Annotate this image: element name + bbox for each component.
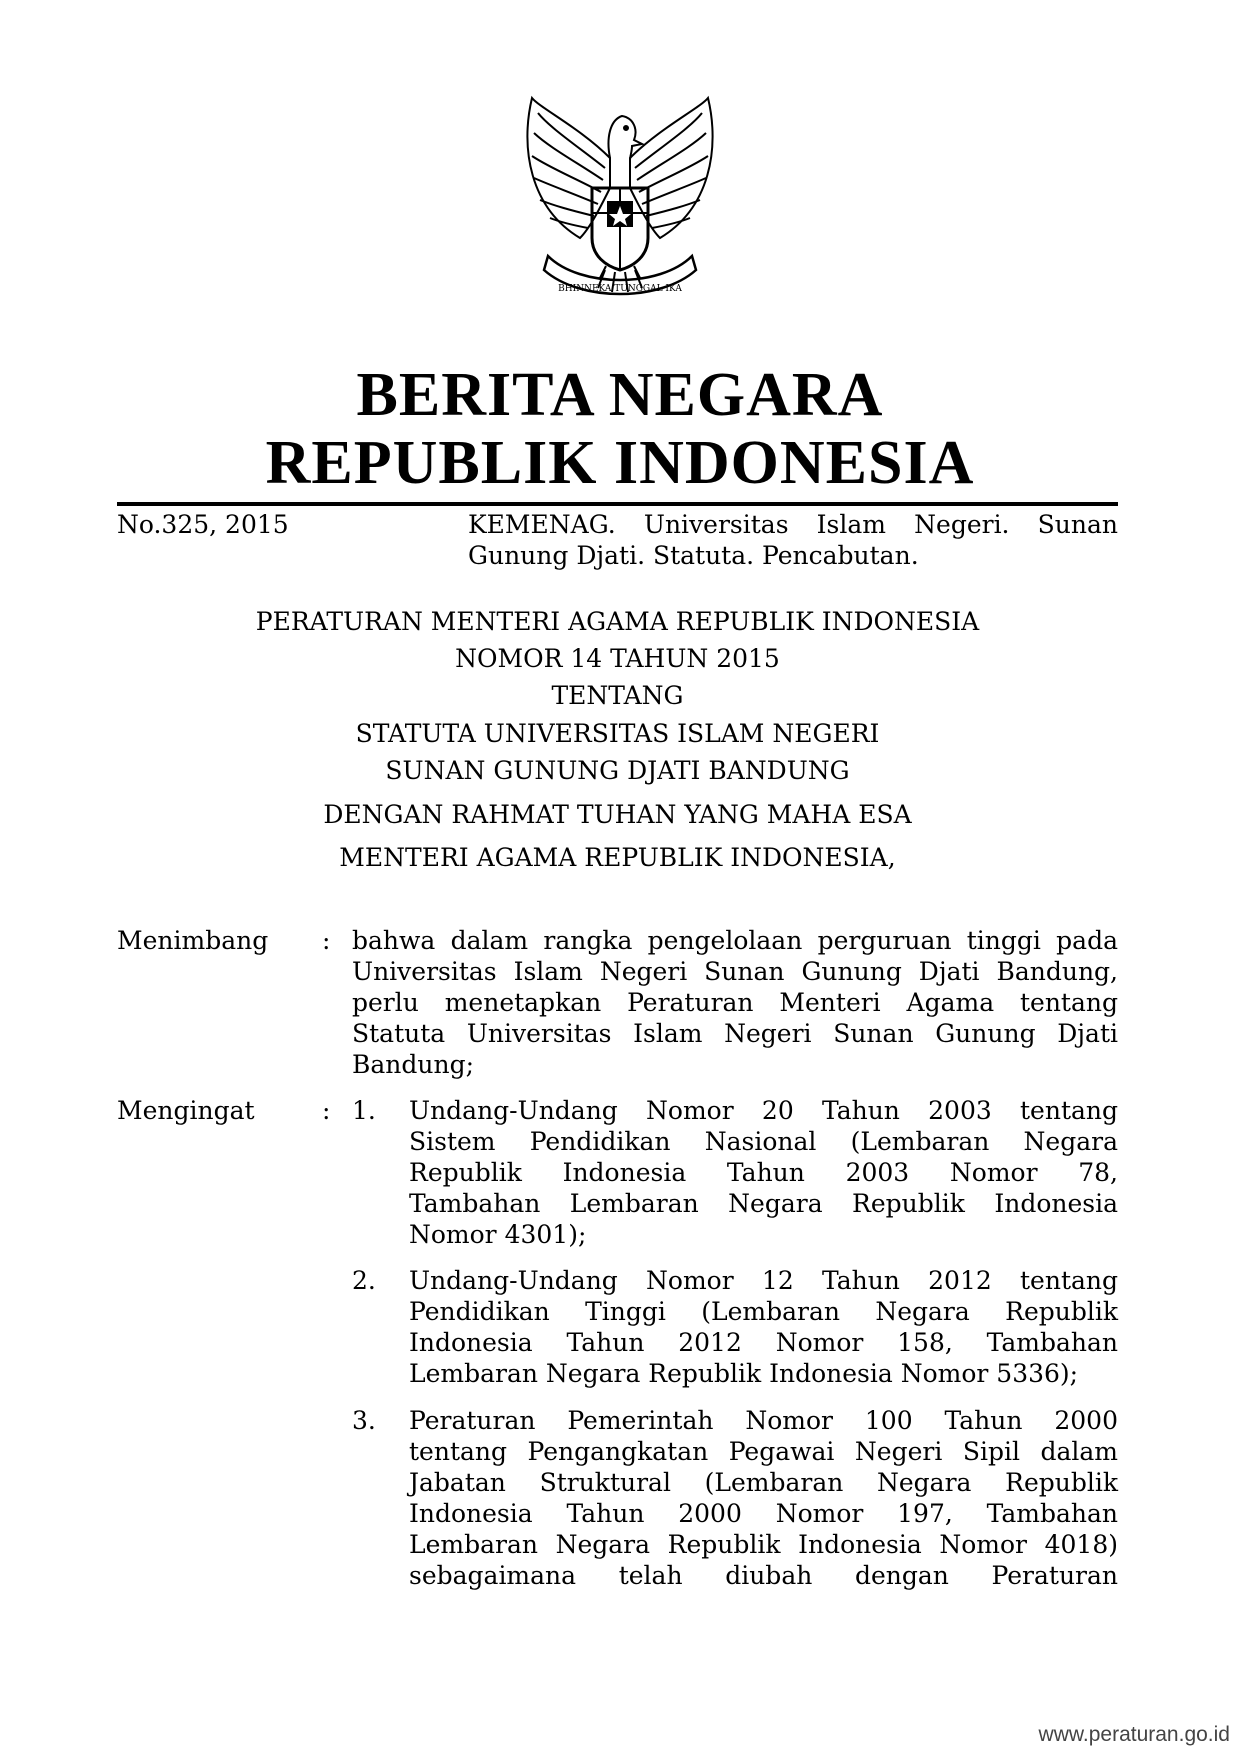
gazette-title-line2: REPUBLIK INDONESIA: [265, 429, 975, 497]
item-text: [409, 1265, 1118, 1389]
item-line: sebagaimana telah diubah dengan Peraturan: [409, 1561, 1118, 1590]
gazette-subject-line: KEMENAG. Universitas Islam Negeri. Sunan: [468, 510, 1118, 539]
menimbang-line: perlu menetapkan Peraturan Menteri Agama tentang: [352, 988, 1118, 1017]
item-number: 2.: [352, 1266, 376, 1295]
item-line: Pendidikan Tinggi (Lembaran Negara Republik: [409, 1297, 1118, 1326]
item-line: Nomor 4301);: [409, 1220, 587, 1249]
item-text: [409, 1095, 1118, 1250]
menimbang-line: Statuta Universitas Islam Negeri Sunan Gunung Djati: [352, 1019, 1118, 1048]
regulation-title: PERATURAN MENTERI AGAMA REPUBLIK INDONESIA: [255, 607, 980, 636]
mengingat-section: [117, 1095, 1118, 1615]
item-line: Undang-Undang Nomor 20 Tahun 2003 tentang: [409, 1096, 1118, 1125]
regulation-tentang: TENTANG: [551, 681, 684, 710]
item-number: 3.: [352, 1406, 376, 1435]
title-rule: [117, 502, 1118, 506]
regulation-subject-line2: SUNAN GUNUNG DJATI BANDUNG: [385, 756, 850, 785]
item-line: Sistem Pendidikan Nasional (Lembaran Negara: [409, 1127, 1118, 1156]
item-line: Republik Indonesia Tahun 2003 Nomor 78,: [409, 1158, 1118, 1187]
item-line: Undang-Undang Nomor 12 Tahun 2012 tentang: [409, 1266, 1118, 1295]
item-line: tentang Pengangkatan Pegawai Negeri Sipil dalam: [409, 1437, 1118, 1466]
item-line: Peraturan Pemerintah Nomor 100 Tahun 2000: [409, 1406, 1118, 1435]
gazette-subject: [468, 509, 1118, 571]
emblem-motto: BHINNEKA TUNGGAL IKA: [558, 284, 682, 294]
regulation-preamble: DENGAN RAHMAT TUHAN YANG MAHA ESA: [323, 800, 912, 829]
gazette-number: No.325, 2015: [117, 510, 289, 539]
garuda-pancasila-emblem-icon: [510, 88, 730, 308]
website-link[interactable]: www.peraturan.go.id: [1038, 1723, 1230, 1746]
gazette-subject-line: Gunung Djati. Statuta. Pencabutan.: [468, 541, 919, 570]
item-line: Tambahan Lembaran Negara Republik Indonesia: [409, 1189, 1118, 1218]
item-line: Indonesia Tahun 2012 Nomor 158, Tambahan: [409, 1328, 1118, 1357]
item-line: Jabatan Struktural (Lembaran Negara Republik: [409, 1468, 1118, 1497]
gazette-title-line1: BERITA NEGARA: [356, 361, 884, 429]
menimbang-colon: :: [322, 926, 331, 955]
item-line: Indonesia Tahun 2000 Nomor 197, Tambahan: [409, 1499, 1118, 1528]
item-text: [409, 1405, 1118, 1591]
menimbang-section: [117, 925, 1118, 1085]
regulation-minister: MENTERI AGAMA REPUBLIK INDONESIA,: [339, 843, 896, 872]
menimbang-label: Menimbang: [117, 926, 269, 955]
mengingat-label: Mengingat: [117, 1096, 255, 1125]
mengingat-colon: :: [322, 1096, 331, 1125]
item-line: Lembaran Negara Republik Indonesia Nomor 4018): [409, 1530, 1118, 1559]
item-line: Lembaran Negara Republik Indonesia Nomor 5336);: [409, 1359, 1079, 1388]
menimbang-line: Bandung;: [352, 1050, 475, 1079]
menimbang-text: [352, 925, 1118, 1080]
regulation-number: NOMOR 14 TAHUN 2015: [455, 644, 780, 673]
menimbang-line: bahwa dalam rangka pengelolaan perguruan tinggi pada: [352, 926, 1118, 955]
item-number: 1.: [352, 1096, 376, 1125]
regulation-subject-line1: STATUTA UNIVERSITAS ISLAM NEGERI: [355, 719, 880, 748]
menimbang-line: Universitas Islam Negeri Sunan Gunung Djati Bandung,: [352, 957, 1118, 986]
